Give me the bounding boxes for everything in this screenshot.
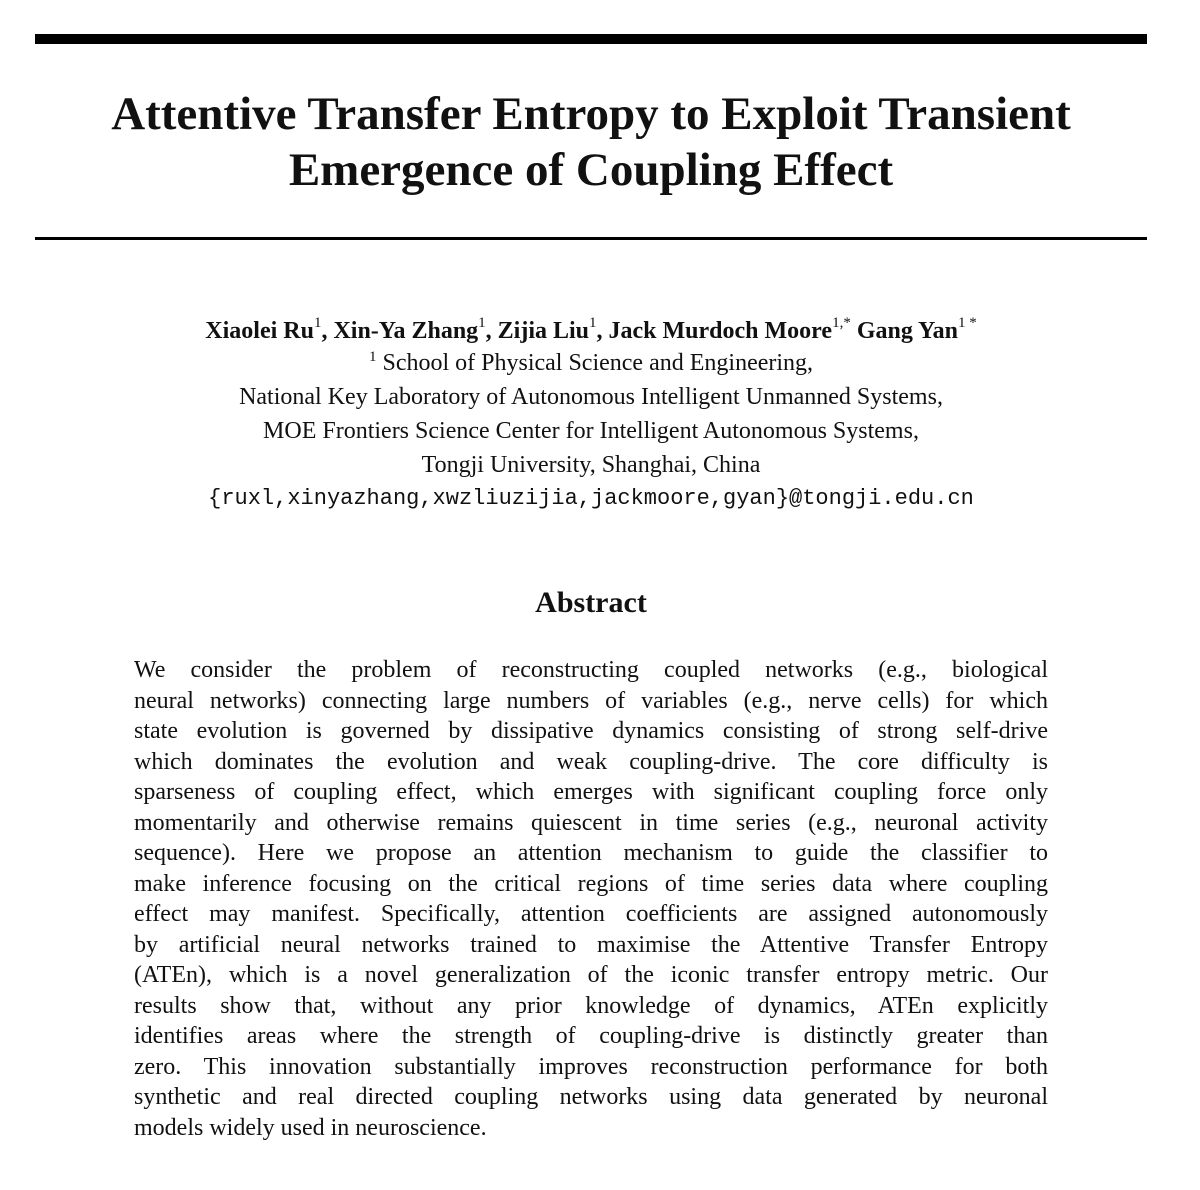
abstract-line: identifies areas where the strength of coupling-drive is distinctly greater than — [134, 1023, 1048, 1049]
abstract-line: neural networks) connecting large numbers of variables (e.g., nerve cells) for which — [134, 687, 1048, 714]
author-affil-mark: 1 * — [957, 315, 977, 331]
author-name: Gang Yan — [856, 318, 958, 344]
title-line: Emergence of Coupling Effect — [288, 144, 894, 196]
abstract-line: sparseness of coupling effect, which emerges with significant coupling force only — [134, 779, 1048, 805]
author-separator: , — [321, 318, 334, 344]
affiliation-line: National Key Laboratory of Autonomous Intelligent Unmanned Systems, — [239, 384, 943, 410]
author-list — [35, 316, 1147, 346]
affiliation-line — [35, 346, 1147, 380]
author-name: Xiaolei Ru — [205, 318, 314, 344]
author-name: Jack Murdoch Moore — [608, 318, 833, 344]
abstract-line: zero. This innovation substantially improves reconstruction performance for both — [134, 1053, 1048, 1080]
affiliation-line: Tongji University, Shanghai, China — [421, 452, 761, 478]
affiliation-mark: 1 — [368, 349, 377, 365]
abstract-heading: Abstract — [535, 586, 647, 619]
author-affil-mark: 1 — [313, 315, 322, 331]
abstract-line: (ATEn), which is a novel generalization of the iconic transfer entropy metric. Our — [134, 962, 1048, 988]
author-affil-mark: 1,* — [832, 315, 851, 331]
author-name: Xin-Ya Zhang — [333, 318, 479, 344]
abstract-line: We consider the problem of reconstructing coupled networks (e.g., biological — [134, 657, 1048, 683]
abstract-line: by artificial neural networks trained to maximise the Attentive Transfer Entropy — [134, 931, 1048, 958]
abstract-line: state evolution is governed by dissipative dynamics consisting of strong self-drive — [134, 718, 1048, 744]
author-affil-mark: 1 — [478, 315, 486, 331]
abstract-body — [134, 655, 1048, 1143]
abstract-line: make inference focusing on the critical regions of time series data where coupling — [134, 870, 1048, 897]
author-name: Zijia Liu — [497, 318, 590, 344]
abstract-line: models widely used in neuroscience. — [134, 1114, 487, 1141]
title-bottom-rule — [35, 237, 1147, 240]
paper-title — [35, 86, 1147, 198]
author-affil-mark: 1 — [589, 315, 597, 331]
author-separator: , — [596, 318, 609, 344]
author-block — [35, 316, 1147, 516]
author-separator: , — [485, 318, 498, 344]
abstract-line: which dominates the evolution and weak coupling-drive. The core difficulty is — [134, 748, 1048, 775]
affiliation-line: MOE Frontiers Science Center for Intelligent Autonomous Systems, — [263, 418, 919, 444]
abstract-line: sequence). Here we propose an attention mechanism to guide the classifier to — [134, 840, 1048, 866]
abstract-line: effect may manifest. Specifically, attention coefficients are assigned autonomously — [134, 901, 1048, 927]
affiliation-text: School of Physical Science and Engineering, — [382, 350, 814, 376]
top-rule — [35, 34, 1147, 44]
abstract-line: momentarily and otherwise remains quiescent in time series (e.g., neuronal activity — [134, 809, 1048, 836]
author-emails: {ruxl,xinyazhang,xwzliuzijia,jackmoore,gyan}@tongji.edu.cn — [208, 486, 974, 511]
abstract-line: results show that, without any prior knowledge of dynamics, ATEn explicitly — [134, 992, 1048, 1019]
abstract-line: synthetic and real directed coupling networks using data generated by neuronal — [134, 1084, 1048, 1110]
title-line: Attentive Transfer Entropy to Exploit Transient — [111, 88, 1071, 140]
